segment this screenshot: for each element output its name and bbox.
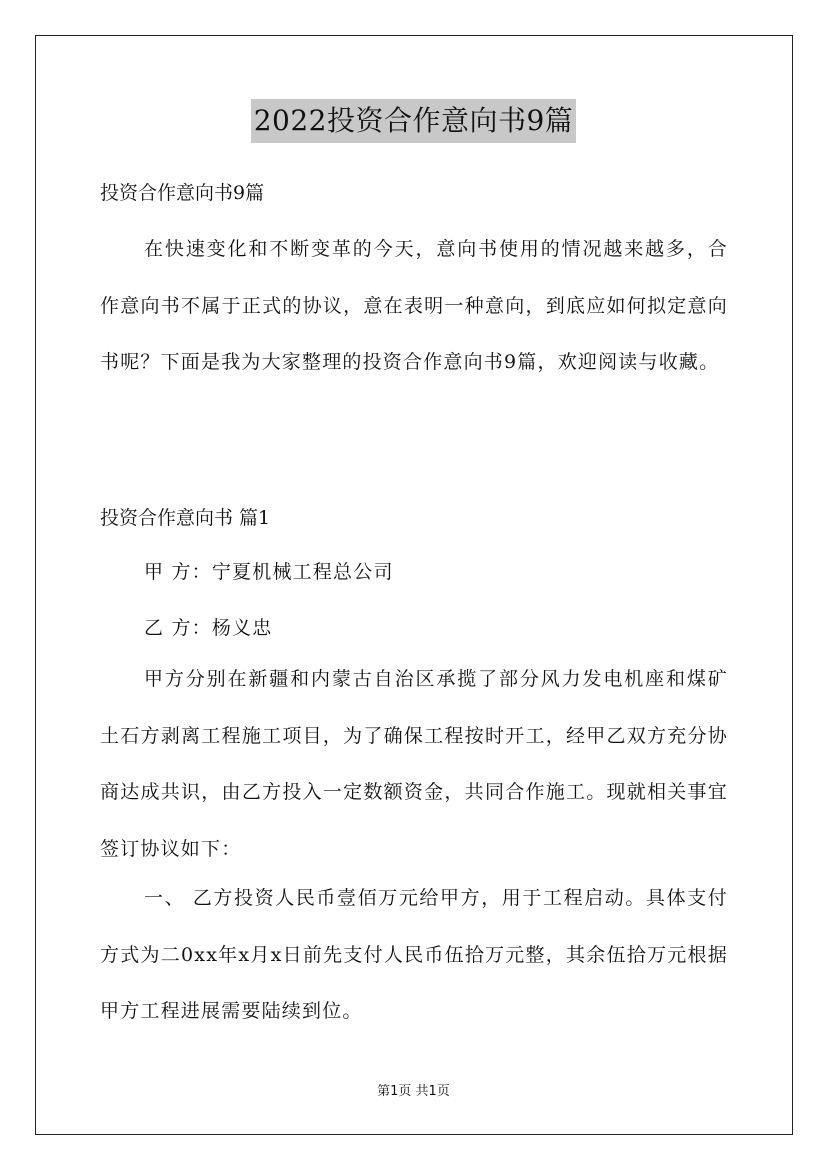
document-title-wrap — [0, 99, 827, 143]
party-b-line: 乙 方：杨义忠 — [144, 617, 273, 639]
body-paragraph: 甲方分别在新疆和内蒙古自治区承揽了部分风力发电机座和煤矿土石方剥离工程施工项目，为了确保工程按时开工，经甲乙双方充分协商达成共识，由乙方投入一定数额资金，共同合作施工。现就相关事宜签订协议如下： — [100, 668, 728, 861]
document-title: 2022投资合作意向书9篇 — [251, 99, 577, 143]
document-subtitle: 投资合作意向书9篇 — [100, 182, 265, 204]
intro-paragraph: 在快速变化和不断变革的今天，意向书使用的情况越来越多，合作意向书不属于正式的协议，意在表明一种意向，到底应如何拟定意向书呢？下面是我为大家整理的投资合作意向书9篇，欢迎阅读与收藏。 — [100, 238, 728, 374]
clause-1-paragraph: 一、 乙方投资人民币壹佰万元给甲方，用于工程启动。具体支付方式为二0xx年x月x日前先支付人民币伍拾万元整，其余伍拾万元根据甲方工程进展需要陆续到位。 — [100, 887, 728, 1023]
party-a-line: 甲 方：宁夏机械工程总公司 — [144, 561, 394, 583]
page-footer: 第1页 共1页 — [377, 1084, 450, 1099]
section-heading: 投资合作意向书 篇1 — [100, 507, 271, 529]
